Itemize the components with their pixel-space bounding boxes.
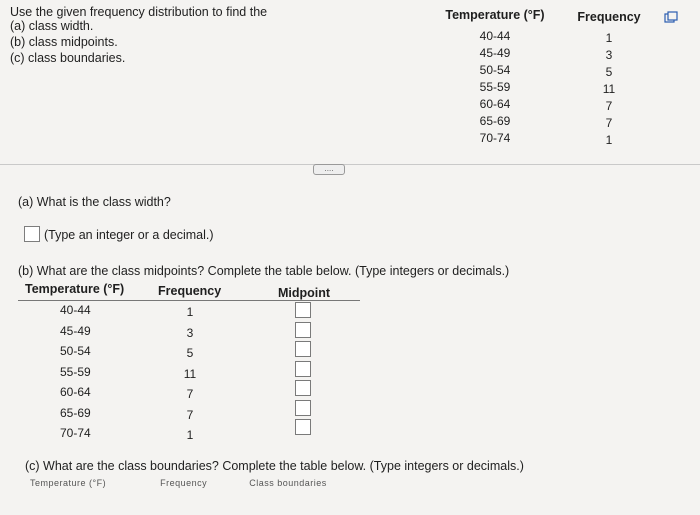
midpoint-table-cell-frequency: 3 (186, 325, 194, 340)
section-divider (0, 164, 700, 165)
intro-line-4: (c) class boundaries. (10, 51, 126, 65)
midpoint-table-cell-frequency: 11 (183, 366, 197, 381)
class-width-input[interactable] (24, 226, 40, 242)
top-table-header-temperature: Temperature (°F) (445, 8, 545, 22)
intro-line-2: (a) class width. (10, 19, 94, 33)
midpoint-table-cell-frequency: 1 (186, 305, 194, 319)
more-dots-icon[interactable]: .... (313, 164, 345, 175)
boundaries-table-header-frequency: Frequency (160, 478, 208, 488)
top-table-cell-frequency: 3 (605, 48, 613, 62)
midpoint-input[interactable] (295, 400, 311, 416)
midpoint-table-cell-frequency: 1 (186, 428, 194, 442)
intro-line-1: Use the given frequency distribution to find the (10, 5, 268, 19)
midpoint-table-cell-frequency: 7 (186, 387, 194, 401)
midpoint-table-cell-temperature: 55-59 (60, 364, 91, 379)
midpoint-table-header-temperature: Temperature (°F) (25, 282, 125, 296)
top-table-header-frequency: Frequency (577, 10, 641, 24)
midpoint-table-cell-temperature: 65-69 (60, 405, 91, 420)
midpoint-input[interactable] (295, 322, 311, 338)
top-table-cell-frequency: 7 (605, 116, 613, 130)
top-table-cell-frequency: 11 (602, 82, 616, 96)
top-table-cell-temperature: 60-64 (479, 97, 511, 111)
midpoint-table-header-midpoint: Midpoint (278, 286, 331, 300)
boundaries-table-header-temperature: Temperature (°F) (30, 478, 107, 488)
midpoint-table-cell-temperature: 50-54 (60, 344, 91, 358)
top-table-cell-frequency: 5 (605, 65, 613, 79)
midpoint-input[interactable] (295, 380, 311, 396)
top-table-cell-frequency: 1 (605, 31, 613, 45)
midpoint-table-cell-temperature: 45-49 (60, 323, 91, 338)
top-table-cell-temperature: 40-44 (479, 29, 511, 43)
copy-icon[interactable] (664, 10, 678, 22)
midpoint-table-header-frequency: Frequency (158, 284, 222, 298)
part-b-question: (b) What are the class midpoints? Complete the table below. (Type integers or decimals.) (18, 264, 510, 278)
boundaries-table-header (30, 478, 327, 488)
top-table-cell-frequency: 7 (605, 99, 613, 113)
midpoint-table-header-rule (18, 300, 360, 301)
top-table-cell-temperature: 65-69 (479, 114, 511, 128)
top-table-cell-temperature: 50-54 (479, 63, 511, 77)
intro-line-3: (b) class midpoints. (10, 35, 118, 49)
midpoint-input[interactable] (295, 302, 311, 318)
part-a-question: (a) What is the class width? (18, 195, 171, 209)
boundaries-table-header-class-boundaries: Class boundaries (249, 478, 327, 488)
top-table-cell-frequency: 1 (605, 133, 613, 147)
midpoint-table-cell-frequency: 7 (186, 407, 194, 422)
midpoint-input[interactable] (295, 361, 311, 377)
top-table-cell-temperature: 55-59 (479, 80, 511, 94)
midpoint-table-cell-temperature: 40-44 (60, 303, 91, 317)
midpoint-input[interactable] (295, 341, 311, 357)
midpoint-table-cell-frequency: 5 (186, 346, 194, 360)
part-a-hint: (Type an integer or a decimal.) (44, 228, 214, 242)
midpoint-table-cell-temperature: 70-74 (60, 426, 91, 440)
top-table-cell-temperature: 45-49 (479, 46, 511, 60)
midpoint-input[interactable] (295, 419, 311, 435)
midpoint-table-cell-temperature: 60-64 (60, 385, 91, 399)
top-table-cell-temperature: 70-74 (479, 131, 511, 145)
part-c-question: (c) What are the class boundaries? Complete the table below. (Type integers or decimals.) (25, 459, 524, 473)
